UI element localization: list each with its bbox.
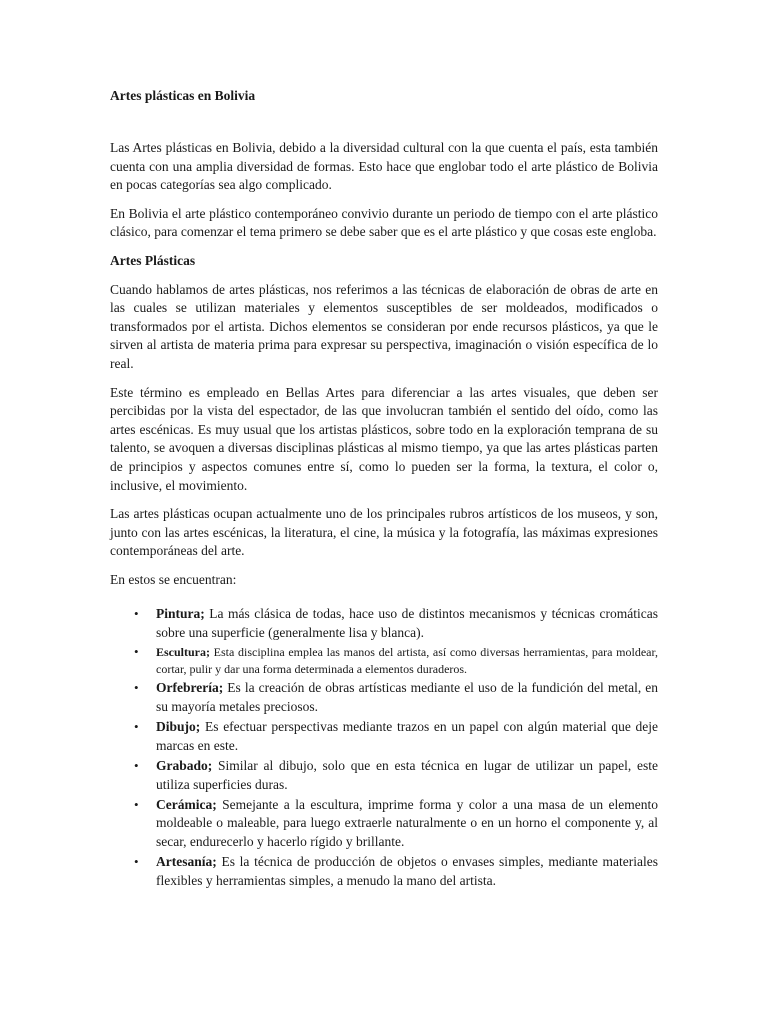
list-item-grabado [110,757,658,794]
section-heading: Artes Plásticas [110,252,196,268]
list-item-description: La más clásica de todas, hace uso de distintos mecanismos y técnicas cromáticas sobre una superficie (generalmente lisa y blanca). [156,606,659,640]
bullet-icon: • [134,680,139,696]
list-item-artesania [110,853,658,890]
section-paragraph-1: Cuando hablamos de artes plásticas, nos referimos a las técnicas de elaboración de obras de arte en las cuales se utilizan materiales y elementos susceptibles de ser moldeados, modificados o transformados por el artista. Dichos elementos se consideran por ende recursos plásticos, ya que le sirven al artista de materia prima para expresar su perspectiva, imaginación o visión específica de lo real. [110,281,658,371]
list-item-ceramica [110,796,658,851]
list-item-description: Esta disciplina emplea las manos del artista, así como diversas herramientas, para moldear, cortar, pulir y dar una forma determinada a elementos duraderos. [156,645,659,676]
bullet-icon: • [134,758,139,774]
list-item-description: Es la técnica de producción de objetos o envases simples, mediante materiales flexibles y herramientas simples, a menudo la mano del artista. [156,854,659,888]
bullet-icon: • [134,854,139,870]
list-item-dibujo [110,718,658,755]
section-paragraph-2: Este término es empleado en Bellas Artes para diferenciar a las artes visuales, que deben ser percibidas por la vista del espectador, de las que involucran también el sentido del oído, como las artes escénicas. Es muy usual que los artistas plásticos, sobre todo en la exploración temprana de su talento, se avoquen a diversas disciplinas plásticas al mismo tiempo, ya que las artes plásticas parten de principios y aspectos comunes entre sí, como lo pueden ser la forma, la textura, el color o, inclusive, el movimiento. [110,384,658,493]
intro-paragraph-1: Las Artes plásticas en Bolivia, debido a la diversidad cultural con la que cuenta el país, esta también cuenta con una amplia diversidad de formas. Esto hace que englobar todo el arte plástico de Bolivia en pocas categorías sea algo complicado. [110,140,658,193]
list-item-term: Grabado; [156,758,213,774]
intro-paragraph-2: En Bolivia el arte plástico contemporáneo convivio durante un periodo de tiempo con el arte plástico clásico, para comenzar el tema primero se debe saber que es el arte plástico y que cosas este engloba. [110,205,658,240]
list-item-term: Artesanía; [156,854,217,870]
bullet-icon: • [134,796,139,812]
list-item-term: Orfebrería; [156,680,224,696]
list-item-term: Cerámica; [156,796,217,812]
list-item-orfebreria [110,679,658,716]
list-item-term: Dibujo; [156,719,201,735]
document-body [110,139,658,886]
list-item-description: Semejante a la escultura, imprime forma y color a una masa de un elemento moldeable o maleable, para luego extraerle naturalmente o en un horno el componente y, al secar, endurecerlo y hacerlo rígido y brillante. [156,796,658,849]
list-intro: En estos se encuentran: [110,571,237,587]
list-item-term: Escultura; [156,645,210,660]
section-paragraph-3: Las artes plásticas ocupan actualmente uno de los principales rubros artísticos de los museos, y son, junto con las artes escénicas, la literatura, el cine, la música y la fotografía, las máximas expresiones contemporáneas del arte. [110,506,658,559]
list-item-description: Es efectuar perspectivas mediante trazos en un papel con algún material que deje marcas en este. [156,719,659,753]
list-item-description: Es la creación de obras artísticas mediante el uso de la fundición del metal, en su mayoría metales preciosos. [156,680,659,714]
bullet-icon: • [134,644,139,660]
techniques-list [110,605,658,889]
list-item-pintura [110,605,658,642]
list-item-escultura [110,644,658,677]
list-item-description: Similar al dibujo, solo que en esta técnica en lugar de utilizar un papel, este utiliza superficies duras. [156,758,659,792]
list-item-term: Pintura; [156,606,205,622]
bullet-icon: • [134,606,139,622]
document-title: Artes plásticas en Bolivia [110,88,256,103]
bullet-icon: • [134,719,139,735]
